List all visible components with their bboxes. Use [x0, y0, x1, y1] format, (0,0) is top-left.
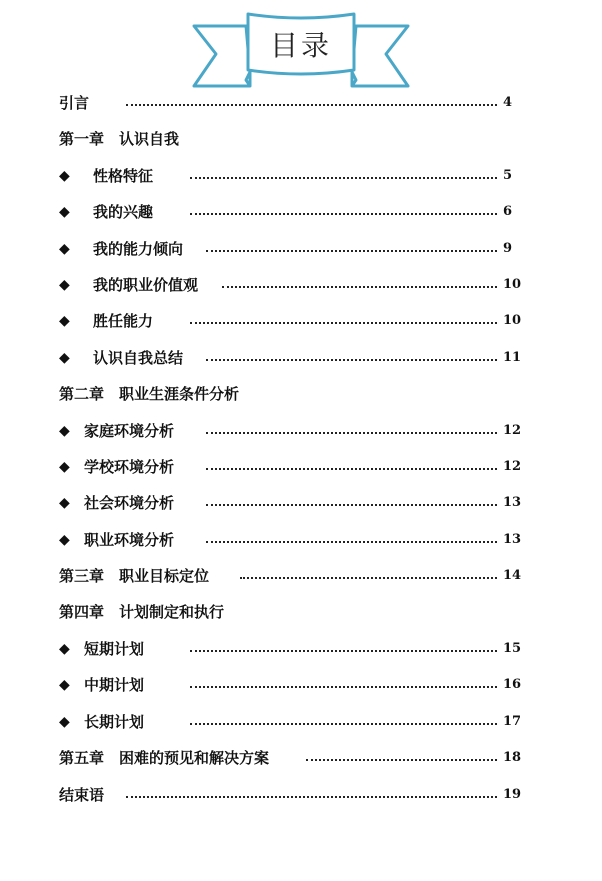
- diamond-bullet-icon: ◆: [59, 277, 70, 293]
- diamond-bullet-icon: ◆: [59, 313, 70, 329]
- toc-page-number: 18: [503, 750, 522, 765]
- toc-entry-label: 第二章 职业生涯条件分析: [59, 385, 240, 403]
- toc-entry-label: 家庭环境分析: [84, 422, 175, 440]
- toc-entry[interactable]: [0, 747, 602, 769]
- dot-leader: [190, 213, 497, 215]
- diamond-bullet-icon: ◆: [59, 641, 70, 657]
- toc-entry-label: 胜任能力: [93, 312, 154, 330]
- toc-entry[interactable]: [0, 274, 602, 296]
- toc-page-number: 15: [503, 641, 522, 656]
- toc-page-number: 4: [503, 95, 513, 110]
- dot-leader: [206, 504, 497, 506]
- dot-leader: [206, 541, 497, 543]
- toc-title: 目录: [269, 29, 332, 62]
- dot-leader: [190, 322, 497, 324]
- dot-leader: [240, 577, 497, 579]
- toc-entry-label: 职业环境分析: [84, 531, 175, 549]
- toc-page-number: 12: [503, 459, 522, 474]
- toc-page-number: 12: [503, 423, 522, 438]
- diamond-bullet-icon: ◆: [59, 168, 70, 184]
- dot-leader: [306, 759, 497, 761]
- toc-entry-label: 学校环境分析: [84, 458, 175, 476]
- toc-page-number: 9: [503, 241, 513, 256]
- toc-page-number: 5: [503, 168, 513, 183]
- toc-page-number: 11: [503, 350, 522, 365]
- toc-entry[interactable]: [0, 529, 602, 551]
- toc-entry-label: 第五章 困难的预见和解决方案: [59, 749, 270, 767]
- toc-entry[interactable]: [0, 711, 602, 733]
- toc-entry[interactable]: [0, 420, 602, 442]
- dot-leader: [126, 104, 497, 106]
- dot-leader: [190, 650, 497, 652]
- diamond-bullet-icon: ◆: [59, 204, 70, 220]
- dot-leader: [206, 432, 497, 434]
- toc-entry-label: 社会环境分析: [84, 494, 175, 512]
- toc-entry[interactable]: [0, 383, 602, 405]
- dot-leader: [190, 686, 497, 688]
- toc-entry[interactable]: [0, 165, 602, 187]
- diamond-bullet-icon: ◆: [59, 677, 70, 693]
- toc-entry-label: 认识自我总结: [93, 349, 184, 367]
- diamond-bullet-icon: ◆: [59, 423, 70, 439]
- toc-entry[interactable]: [0, 638, 602, 660]
- toc-entry[interactable]: [0, 92, 602, 114]
- toc-entry-label: 我的职业价值观: [93, 276, 199, 294]
- toc-entry[interactable]: [0, 456, 602, 478]
- toc-page-number: 13: [503, 532, 522, 547]
- dot-leader: [222, 286, 497, 288]
- toc-entry-label: 中期计划: [84, 676, 145, 694]
- diamond-bullet-icon: ◆: [59, 459, 70, 475]
- toc-page-number: 10: [503, 277, 522, 292]
- diamond-bullet-icon: ◆: [59, 241, 70, 257]
- toc-page-number: 17: [503, 714, 522, 729]
- dot-leader: [206, 468, 497, 470]
- toc-entry-label: 我的兴趣: [93, 203, 154, 221]
- toc-entry[interactable]: [0, 347, 602, 369]
- toc-page-number: 10: [503, 313, 522, 328]
- toc-entry[interactable]: [0, 201, 602, 223]
- toc-entry[interactable]: [0, 310, 602, 332]
- toc-entry[interactable]: [0, 674, 602, 696]
- toc-entry[interactable]: [0, 784, 602, 806]
- toc-entry[interactable]: [0, 238, 602, 260]
- dot-leader: [190, 723, 497, 725]
- toc-entry[interactable]: [0, 492, 602, 514]
- toc-entry-label: 引言: [59, 94, 90, 112]
- dot-leader: [126, 796, 497, 798]
- toc-entry-label: 我的能力倾向: [93, 240, 184, 258]
- dot-leader: [206, 359, 497, 361]
- diamond-bullet-icon: ◆: [59, 495, 70, 511]
- toc-entry-label: 第一章 认识自我: [59, 130, 180, 148]
- toc-page-number: 14: [503, 568, 522, 583]
- toc-page-number: 13: [503, 495, 522, 510]
- dot-leader: [206, 250, 497, 252]
- toc-entry[interactable]: [0, 601, 602, 623]
- toc-entry[interactable]: [0, 565, 602, 587]
- toc-page-number: 19: [503, 787, 522, 802]
- toc-entry-label: 第三章 职业目标定位: [59, 567, 210, 585]
- toc-entry-label: 短期计划: [84, 640, 145, 658]
- toc-page-number: 6: [503, 204, 513, 219]
- dot-leader: [190, 177, 497, 179]
- toc-entry-label: 第四章 计划制定和执行: [59, 603, 225, 621]
- diamond-bullet-icon: ◆: [59, 714, 70, 730]
- diamond-bullet-icon: ◆: [59, 532, 70, 548]
- diamond-bullet-icon: ◆: [59, 350, 70, 366]
- toc-entry-label: 结束语: [59, 786, 105, 804]
- toc-entry[interactable]: [0, 128, 602, 150]
- toc-entry-label: 长期计划: [84, 713, 145, 731]
- toc-entry-label: 性格特征: [93, 167, 154, 185]
- toc-page-number: 16: [503, 677, 522, 692]
